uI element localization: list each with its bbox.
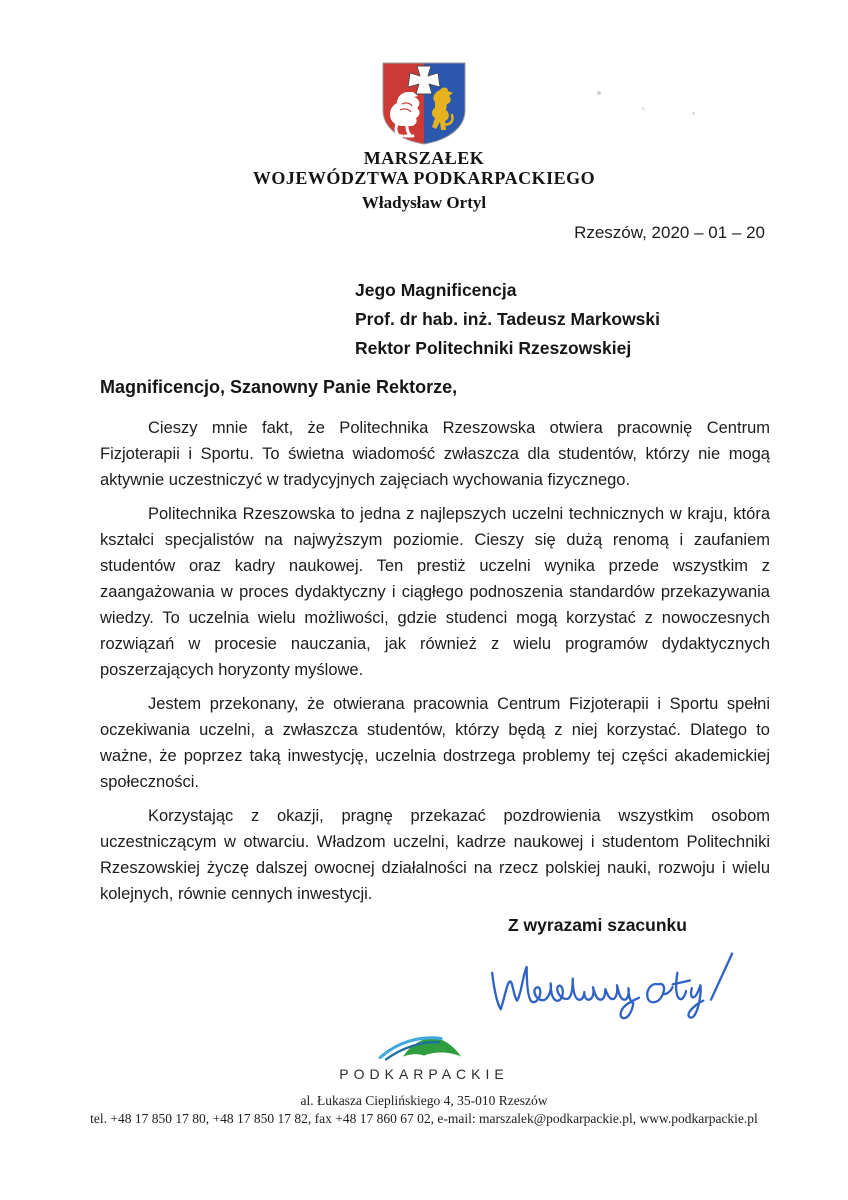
podkarpackie-logo-icon (0, 1028, 848, 1068)
letter-body (100, 415, 770, 907)
footer (0, 1028, 848, 1128)
body-paragraph-1: Cieszy mnie fakt, że Politechnika Rzeszowska otwiera pracownię Centrum Fizjoterapii i Sportu. To świetna wiadomość zwłaszcza dla studentów, którzy nie mogą aktywnie uczestniczyć w tradycyjnych zajęciach wychowania fizycznego. (100, 419, 770, 489)
letterhead-title-line1: MARSZAŁEK (363, 148, 485, 168)
letterhead-official-name: Władysław Ortyl (361, 193, 487, 212)
recipient-name: Prof. dr hab. inż. Tadeusz Markowski (355, 309, 661, 329)
scan-speck (597, 91, 601, 95)
closing-phrase: Z wyrazami szacunku (508, 915, 687, 935)
recipient-block (355, 276, 848, 363)
body-paragraph-2: Politechnika Rzeszowska to jedna z najlepszych uczelni technicznych w kraju, która kształci specjalistów na najwyższym poziomie. Cieszy się dużą renomą i zaufaniem studentów oraz kadry naukowej. Ten prestiż uczelni wynika przede wszystkim z zaangażowania w proces dydaktyczny i ciągłego podnoszenia standardów przekazywania wiedzy. To uczelnia wielu możliwości, gdzie studenci mogą korzystać z nowoczesnych rozwiązań w procesie nauczania, jak również z wielu programów dydaktycznych poszerzających horyzonty myślowe. (100, 505, 770, 679)
scan-speck (642, 107, 645, 110)
podkarpackie-coat-of-arms-icon (380, 60, 468, 148)
footer-logo-text: PODKARPACKIE (339, 1066, 509, 1082)
footer-address-line: al. Łukasza Cieplińskiego 4, 35-010 Rzeszów (300, 1093, 548, 1108)
body-paragraph-3: Jestem przekonany, że otwierana pracownia Centrum Fizjoterapii i Sportu spełni oczekiwania uczelni, a zwłaszcza studentów, którzy będą z niej korzystać. Dlatego to ważne, że poprzez taką inwestycję, uczelnia dostrzega problemy tej części akademickiej społeczności. (100, 695, 770, 791)
letterhead (0, 0, 848, 213)
body-paragraph-4: Korzystając z okazji, pragnę przekazać pozdrowienia wszystkim osobom uczestniczącym w otwarciu. Władzom uczelni, kadrze naukowej i studentom Politechniki Rzeszowskiej życzę dalszej owocnej działalności na rzecz polskiej nauki, rozwoju i wielu kolejnych, równie cennych inwestycji. (100, 807, 770, 903)
recipient-role: Rektor Politechniki Rzeszowskiej (355, 338, 632, 358)
scan-speck (692, 112, 695, 115)
letterhead-title-line2: WOJEWÓDZTWA PODKARPACKIEGO (252, 168, 596, 188)
recipient-honorific: Jego Magnificencja (355, 280, 517, 300)
footer-contact-line: tel. +48 17 850 17 80, +48 17 850 17 82, fax +48 17 860 67 02, e-mail: marszalek@podkarpackie.pl, www.podkarpackie.pl (90, 1111, 758, 1126)
salutation: Magnificencjo, Szanowny Panie Rektorze, (100, 377, 458, 397)
dateline: Rzeszów, 2020 – 01 – 20 (574, 223, 765, 242)
